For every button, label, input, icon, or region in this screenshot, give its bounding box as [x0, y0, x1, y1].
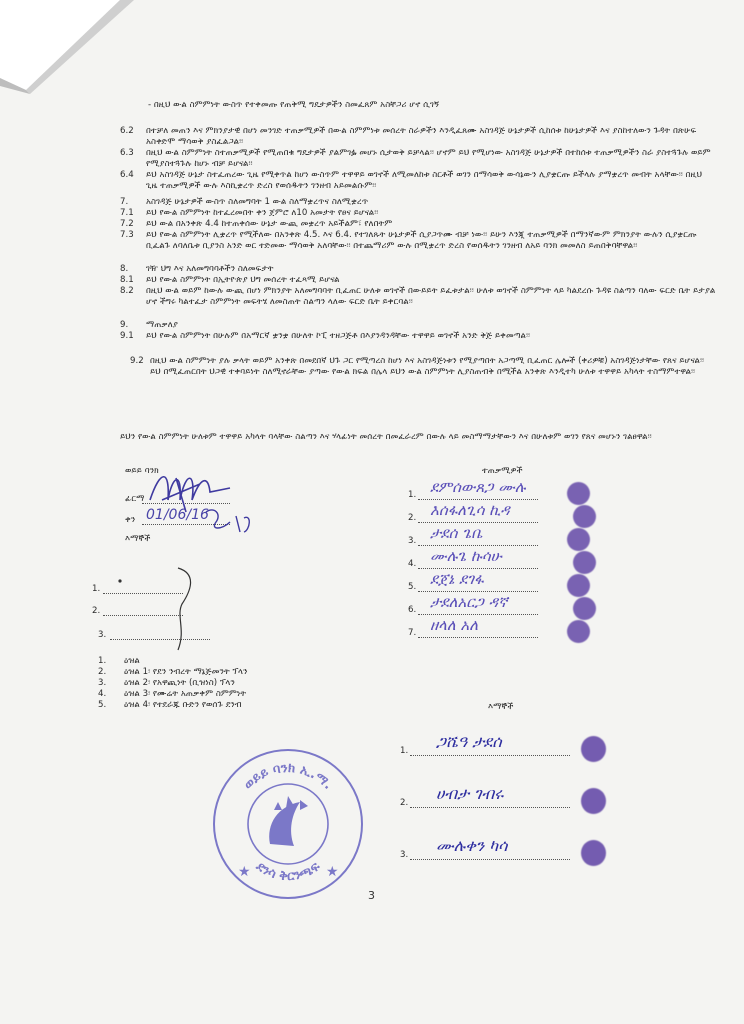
beneficiary-line: [418, 522, 538, 523]
thumbprint: [573, 597, 596, 620]
beneficiary-number: 5.: [408, 582, 417, 592]
thumbprint: [567, 528, 590, 551]
clause-text: ይህ የውል ስምምነት ሊቋረጥ የሚችለው በአንቀጽ 4.5. እና 6.4. የተገለጹት ሁኔታዎች ሲያጋጥሙ ብቻ ነው፡፡ ይሁን እንጂ ተጠቃሚዎች በማንኛውም ምክንያት ውሉን ሲያቋርጡ ቢፈልጉ ለባለቤቱ ቢያንስ አንድ ወር ተድመው ማሳወቅ አለባቸው፡፡ በተጨማሪም ውሉ በሚቋረጥ ድረስ የወሰዱትን ገንዘብ ለአይ ባንክ መመለስ ይጠበቅባቸዋል፡፡: [146, 230, 697, 251]
beneficiary-signature-name: እሰፋለጊሳ ኪዳ: [430, 501, 510, 519]
left-witness-number: 1.: [92, 584, 101, 594]
beneficiary-signature-name: ደምሰውጸጋ ሙሉ: [430, 478, 526, 496]
stamp-bottom-text: ደንሳ ቅርንጫፍ: [252, 859, 324, 885]
clause-text: ይህ አስገዳጅ ሁኔታ ስተፈጠረው ጊዜ የሚቀጥል ከሆነ ውስጥም ተዋዋይ ወገኖች ለሚመለከቱ ስርቶች ወገን በማሳወቅ ውሳኔውን ሊያቋርጡ ይችላሉ ያማቋረጥ መብት አላቸው፡፡ በዚህ ጊዜ ተጠቃሚዎች ውሉ እስኪቋረጥ ድረስ የወሰዱትን ገንዘብ አይመልሱም፡፡: [146, 170, 703, 191]
clause-text: በዚህ ውል ወይም ከውሉ ውጪ በሆነ ምክንያት አለመግባባት ቢፈጠር ሁለቱ ወገኖች በውይይት ይፈቱታል፡፡ ሁለቱ ወገኖች ስምምነት ላይ ካልደረሱ ጉዳዩ ስልጣን ባለው ፍርድ ቤት ይታያል ሆኖ ችግሩ ካልተፈታ ስምምነት መፍትሄ ለመስጠት ስልጣን ላለው ፍርድ ቤት ይቀርባል፡፡: [146, 286, 716, 307]
svg-text:ወይይ ባንክ ኢ.ማ.: [241, 761, 336, 793]
right-witness-number: 2.: [400, 798, 409, 808]
beneficiary-signature-name: ደጀኔ ደገፋ: [430, 570, 484, 588]
clause-number: 8.: [120, 264, 129, 274]
thumbprint: [573, 551, 596, 574]
attachment-text: ዕዝል 3፡ የሙሬት አጠቃቀም ስምምነት: [124, 689, 247, 699]
thumbprint: [581, 788, 606, 814]
svg-text:ደንሳ ቅርንጫፍ: [252, 859, 323, 885]
clause-text: ይህ የውል ስምምነት ከተፈረመበት ቀን ጀምሮ ለ10 አመታት የፀና ይሆናል፡፡: [146, 208, 379, 218]
clause-number: 7.2: [120, 219, 134, 229]
clause-number: 9.1: [120, 331, 134, 341]
clause-number: 6.4: [120, 170, 134, 180]
beneficiary-line: [418, 591, 538, 592]
beneficiary-signature-name: ዘላለ አለ: [430, 616, 479, 634]
beneficiary-number: 2.: [408, 513, 417, 523]
witness-label-right: እማኞች: [488, 702, 514, 712]
thumbprint: [581, 736, 606, 762]
beneficiary-line: [418, 614, 538, 615]
beneficiary-line: [418, 568, 538, 569]
right-witness-signature-name: ሙሉቀን ካሳ: [436, 836, 508, 855]
thumbprint: [581, 840, 606, 866]
beneficiaries-heading: ተጠቃሚዎች: [482, 466, 523, 476]
right-witness-line: [410, 755, 570, 756]
left-witness-number: 2.: [92, 606, 101, 616]
thumbprint: [573, 505, 596, 528]
right-witness-signature-name: ጋሼዓ ታደሰ: [436, 732, 502, 751]
witness-label-left: እማኞች: [125, 534, 151, 544]
clause-number: 7.3: [120, 230, 134, 240]
clause-number: 7.1: [120, 208, 134, 218]
right-witness-signature-name: ሀብታ ገብሩ: [436, 784, 504, 803]
attachment-number: 5.: [98, 700, 107, 710]
clause-number: 9.2: [130, 356, 144, 366]
thumbprint: [567, 482, 590, 505]
date-label: ቀን: [125, 515, 136, 525]
beneficiary-line: [418, 637, 538, 638]
intro-line: - በዚህ ውል ስምምነት ውስጥ የተቀመጡ የጠቅሚ ግዴታዎችን ስመፈጸም አስቸጋሪ ሆኖ ሲገኝ: [148, 100, 440, 110]
svg-text:★: ★: [238, 864, 251, 880]
attachment-number: 2.: [98, 667, 107, 677]
clause-text: በተቻለ መጠን እና ምክንያታዊ በሆነ መንገድ ተጠቃሚዎች በውል ስምምነቱ መሰረት ስራዎችን እንዲፈጸሙ አስገዳጅ ሁኔታዎች ሲከሰቱ ከሁኔታዎች እና ያስከተለውን ጉዳት በጽሁፍ አስቀድሞ ማሳወቅ ያስፈልጋል፡፡: [146, 126, 697, 147]
closing-statement: ይህን የውል ስምምነት ሁለቱም ተዋዋይ አካላት ባላቸው ስልጣን እና ሃላፊነት መሰረት በመፈራረም በውሉ ላይ መስማማታቸውን እና በሁለቱም ወገን የጸና መሆኑን ገልፀዋል፡፡: [120, 432, 652, 442]
clause-text: አስገዳጅ ሁኔታዎች ውስጥ ስለመግባት 1 ውል ስለማቋረጥና ስለሚቋረጥ: [146, 197, 369, 207]
clause-number: 8.1: [120, 275, 134, 285]
attachment-text: ዕዝል 1፡ የደን ንብረት ማኔጅመንት ፕላን: [124, 667, 248, 677]
clause-text: ይህ የውል ስምምነት በኢትዮጵያ ህግ መሰረት ተፈጻሚ ይሆናል: [146, 275, 340, 285]
attachment-text: ዕዝል 4፡ የተደራጁ ቡድን የወሰጉ ደንብ: [124, 700, 242, 710]
clause-text: በዚህ ውል ስምምነት ስተጠቃሚዎች የሚጠበቁ ግዴታዎች ያልምገፏ መሆኑ ሲታወቅ ይቻላል፡፡ ሆኖም ይህ የሚሆነው አስገዳጅ ሁኔታዎች በተከሰቱ ተጠቃሚዎችን ስራ ያስተጓጉሉ ወይም የሚያስተጓጉሉ ከሆኑ ብቻ ይሆናል፡፡: [146, 148, 711, 169]
beneficiary-number: 6.: [408, 605, 417, 615]
beneficiary-signature-name: ታደሰ ጌቤ: [430, 524, 483, 542]
page-number: 3: [368, 889, 375, 902]
beneficiary-number: 3.: [408, 536, 417, 546]
beneficiary-number: 4.: [408, 559, 417, 569]
clause-text: ይህ ውል በአንቀጽ 4.4 ከተጠቀሰው ሁኔታ ውጪ መቋረጥ አይችልም፣ የለበትም: [146, 219, 393, 229]
beneficiary-number: 1.: [408, 490, 417, 500]
right-witness-line: [410, 807, 570, 808]
clause-number: 8.2: [120, 286, 134, 296]
clause-number: 7.: [120, 197, 129, 207]
thumbprint: [567, 620, 590, 643]
svg-text:★: ★: [326, 864, 339, 880]
bank-heading: ወይይ ባንክ: [125, 466, 159, 476]
clause-text: ማጠቃለያ: [146, 320, 178, 330]
clause-number: 9.: [120, 320, 129, 330]
clause-text: ገዥ ህግ እና አለመግባባቶችን ስለመፍታት: [146, 264, 274, 274]
beneficiary-number: 7.: [408, 628, 417, 638]
right-witness-line: [410, 859, 570, 860]
stamp-logo-icon: [269, 796, 308, 846]
clause-number: 6.2: [120, 126, 134, 136]
clause-text: ይህ የውል ስምምነት በሁሉም በአማርኛ ቋንቋ በሁለት ኮፒ ተዘጋጅቶ በእያንዳንዳቸው ተዋዋይ ወገኖች አንድ ቅጅ ይቀመጣል፡፡: [146, 331, 531, 341]
clause-number: 6.3: [120, 148, 134, 158]
beneficiary-line: [418, 499, 538, 500]
left-witness-number: 3.: [98, 630, 107, 640]
date-value: 01/06/16: [146, 507, 209, 523]
attachment-text: ዕዝል 2፡ የአዋጪነት (ቢዝነስ) ፕላን: [124, 678, 235, 688]
attachment-text: ዕዝል: [124, 656, 140, 666]
thumbprint: [567, 574, 590, 597]
official-stamp: [208, 744, 368, 904]
beneficiary-signature-name: ታደለአርጋ ዳኛ: [430, 593, 508, 611]
attachment-number: 1.: [98, 656, 107, 666]
attachment-number: 3.: [98, 678, 107, 688]
right-witness-number: 3.: [400, 850, 409, 860]
stamp-top-text: ወይይ ባንክ ኢ.ማ.: [240, 760, 336, 793]
attachment-number: 4.: [98, 689, 107, 699]
clause-text: በዚህ ውል ስምምነት ያሉ ቃላት ወይም አንቀጽ በመደበኛ ህጉ ጋር የሚጣረስ ከሆነ እና አስገዳጅነቱን የሚያጣበት አጋጣሚ ቢፈጠር ሌሎች (ቀሪዎቹ) አስገዳጅነታቸው የጸና ይሆናል፡፡ ይህ በሚፈጠርበት ህጋዊ ተቀባይነት ስለሚኖራቸው ያጣው የውል ክፍል በሌላ ይህን ውል ስምምነት ሊያስጠብቅ በሚችል አንቀጽ እንዲተካ ሁለቱ ተዋዋይ አካላት ተስማምተዋል፡፡: [150, 356, 705, 377]
beneficiary-signature-name: ሙሉጌ ኩሳሁ: [430, 547, 502, 565]
sign-label: ፊርማ: [125, 494, 145, 504]
beneficiary-line: [418, 545, 538, 546]
right-witness-number: 1.: [400, 746, 409, 756]
